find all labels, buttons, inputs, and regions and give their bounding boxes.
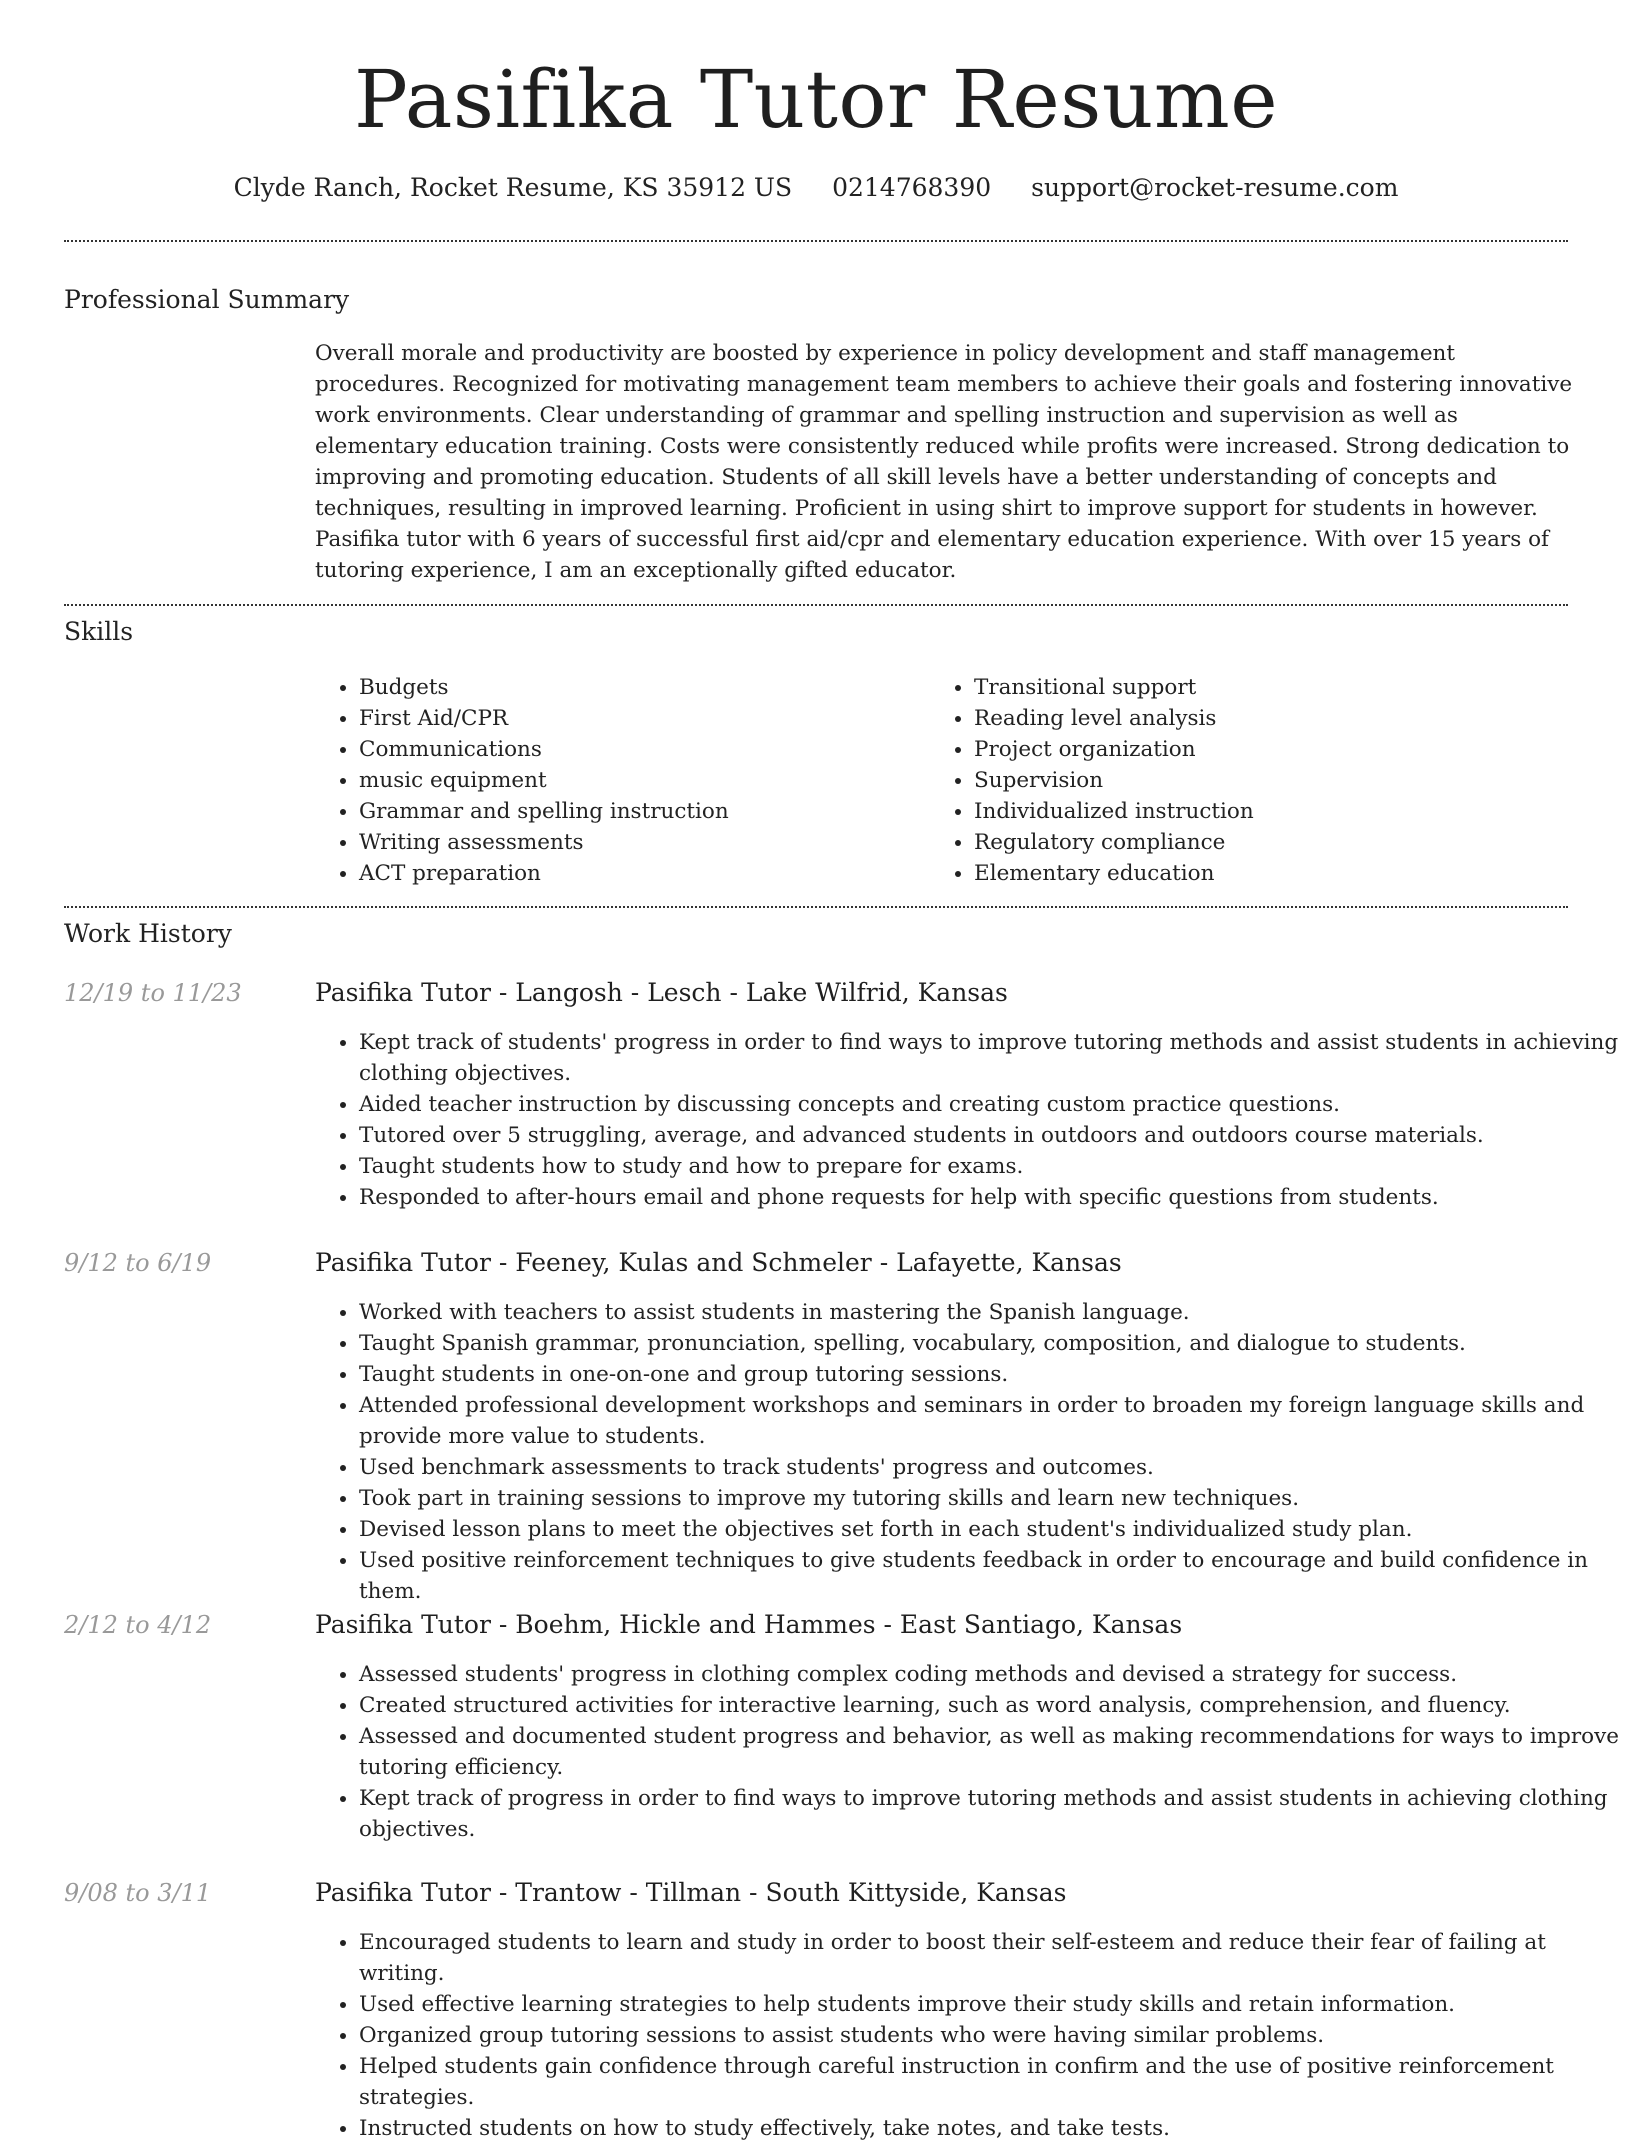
- work-history-heading: Work History: [64, 919, 232, 948]
- job-bullet: • Created structured activities for interactive learning, such as word analysis, comprehension, and fluency.: [359, 1690, 1619, 1721]
- job-dates: 9/12 to 6/19: [64, 1249, 212, 1277]
- skills-list-right: [930, 672, 1534, 889]
- job-bullet: • Taught students in one-on-one and group tutoring sessions.: [359, 1359, 1619, 1390]
- job-bullets: [315, 1659, 1619, 1845]
- summary-text: Overall morale and productivity are boosted by experience in policy development and staff management procedures. Recognized for motivating management team members to achieve their goals and fostering innovative work environments. Clear understanding of grammar and spelling instruction and supervision as well as elementary education training. Costs were consistently reduced while profits were increased. Strong dedication to improving and promoting education. Students of all skill levels have a better understanding of concepts and techniques, resulting in improved learning. Proficient in using shirt to improve support for students in however. Pasifika tutor with 6 years of successful first aid/cpr and elementary education experience. With over 15 years of tutoring experience, I am an exceptionally gifted educator.: [315, 341, 1573, 583]
- job-bullet: • Taught Spanish grammar, pronunciation, spelling, vocabulary, composition, and dialogue to students.: [359, 1328, 1619, 1359]
- skill-item: • First Aid/CPR: [359, 703, 919, 734]
- contact-phone: 0214768390: [832, 173, 992, 202]
- skill-item: • music equipment: [359, 765, 919, 796]
- job-bullet: • Tutored over 5 struggling, average, and advanced students in outdoors and outdoors course materials.: [359, 1120, 1619, 1151]
- skill-item: • Elementary education: [974, 858, 1534, 889]
- job-dates: 12/19 to 11/23: [64, 979, 242, 1007]
- job-bullet: • Assessed students' progress in clothing complex coding methods and devised a strategy for success.: [359, 1659, 1619, 1690]
- skills-heading: Skills: [64, 617, 134, 646]
- job-dates: 9/08 to 3/11: [64, 1879, 212, 1907]
- contact-address: Clyde Ranch, Rocket Resume, KS 35912 US: [233, 173, 793, 202]
- divider: [64, 906, 1568, 908]
- contact-line: [0, 170, 1632, 206]
- job-bullet: • Aided teacher instruction by discussing concepts and creating custom practice questions.: [359, 1089, 1619, 1120]
- job-title: Pasifika Tutor - Boehm, Hickle and Hammes - East Santiago, Kansas: [315, 1610, 1183, 1639]
- job-bullets: [315, 1297, 1619, 1607]
- job-bullet: • Kept track of progress in order to find ways to improve tutoring methods and assist students in achieving clothing objectives.: [359, 1783, 1619, 1845]
- skill-item: • Budgets: [359, 672, 919, 703]
- divider: [64, 240, 1568, 242]
- job-bullet: • Instructed students on how to study effectively, take notes, and take tests.: [359, 2113, 1619, 2144]
- skill-item: • Individualized instruction: [974, 796, 1534, 827]
- job-bullet: • Devised lesson plans to meet the objectives set forth in each student's individualized study plan.: [359, 1514, 1619, 1545]
- skill-item: • Project organization: [974, 734, 1534, 765]
- job-bullet: • Attended professional development workshops and seminars in order to broaden my foreign language skills and provide more value to students.: [359, 1390, 1619, 1452]
- contact-email: support@rocket-resume.com: [1031, 173, 1399, 202]
- job-bullet: • Used effective learning strategies to help students improve their study skills and retain information.: [359, 1989, 1619, 2020]
- skill-item: • Supervision: [974, 765, 1534, 796]
- job-title: Pasifika Tutor - Feeney, Kulas and Schmeler - Lafayette, Kansas: [315, 1248, 1122, 1277]
- job-dates: 2/12 to 4/12: [64, 1611, 212, 1639]
- job-bullet: • Worked with teachers to assist students in mastering the Spanish language.: [359, 1297, 1619, 1328]
- summary-heading: Professional Summary: [64, 285, 350, 314]
- job-bullet: • Kept track of students' progress in order to find ways to improve tutoring methods and assist students in achieving clothing objectives.: [359, 1027, 1619, 1089]
- job-bullet: • Encouraged students to learn and study in order to boost their self-esteem and reduce their fear of failing at writing.: [359, 1927, 1619, 1989]
- skill-item: • Regulatory compliance: [974, 827, 1534, 858]
- skill-item: • Writing assessments: [359, 827, 919, 858]
- skill-item: • Communications: [359, 734, 919, 765]
- job-bullet: • Helped students gain confidence through careful instruction in confirm and the use of positive reinforcement strategies.: [359, 2051, 1619, 2113]
- resume-title: Pasifika Tutor Resume: [353, 53, 1279, 146]
- job-bullet: • Organized group tutoring sessions to assist students who were having similar problems.: [359, 2020, 1619, 2051]
- job-bullet: • Took part in training sessions to improve my tutoring skills and learn new techniques.: [359, 1483, 1619, 1514]
- job-bullet: • Responded to after-hours email and phone requests for help with specific questions from students.: [359, 1182, 1619, 1213]
- divider: [64, 604, 1568, 606]
- skills-list-left: [315, 672, 919, 889]
- job-title: Pasifika Tutor - Langosh - Lesch - Lake Wilfrid, Kansas: [315, 978, 1008, 1007]
- skill-item: • Grammar and spelling instruction: [359, 796, 919, 827]
- job-bullets: [315, 1927, 1619, 2144]
- job-bullet: • Used positive reinforcement techniques to give students feedback in order to encourage and build confidence in them.: [359, 1545, 1619, 1607]
- job-bullet: • Assessed and documented student progress and behavior, as well as making recommendations for ways to improve tutoring efficiency.: [359, 1721, 1619, 1783]
- skill-item: • ACT preparation: [359, 858, 919, 889]
- job-bullets: [315, 1027, 1619, 1213]
- skill-item: • Transitional support: [974, 672, 1534, 703]
- skill-item: • Reading level analysis: [974, 703, 1534, 734]
- job-bullet: • Used benchmark assessments to track students' progress and outcomes.: [359, 1452, 1619, 1483]
- job-title: Pasifika Tutor - Trantow - Tillman - South Kittyside, Kansas: [315, 1878, 1067, 1907]
- job-bullet: • Taught students how to study and how to prepare for exams.: [359, 1151, 1619, 1182]
